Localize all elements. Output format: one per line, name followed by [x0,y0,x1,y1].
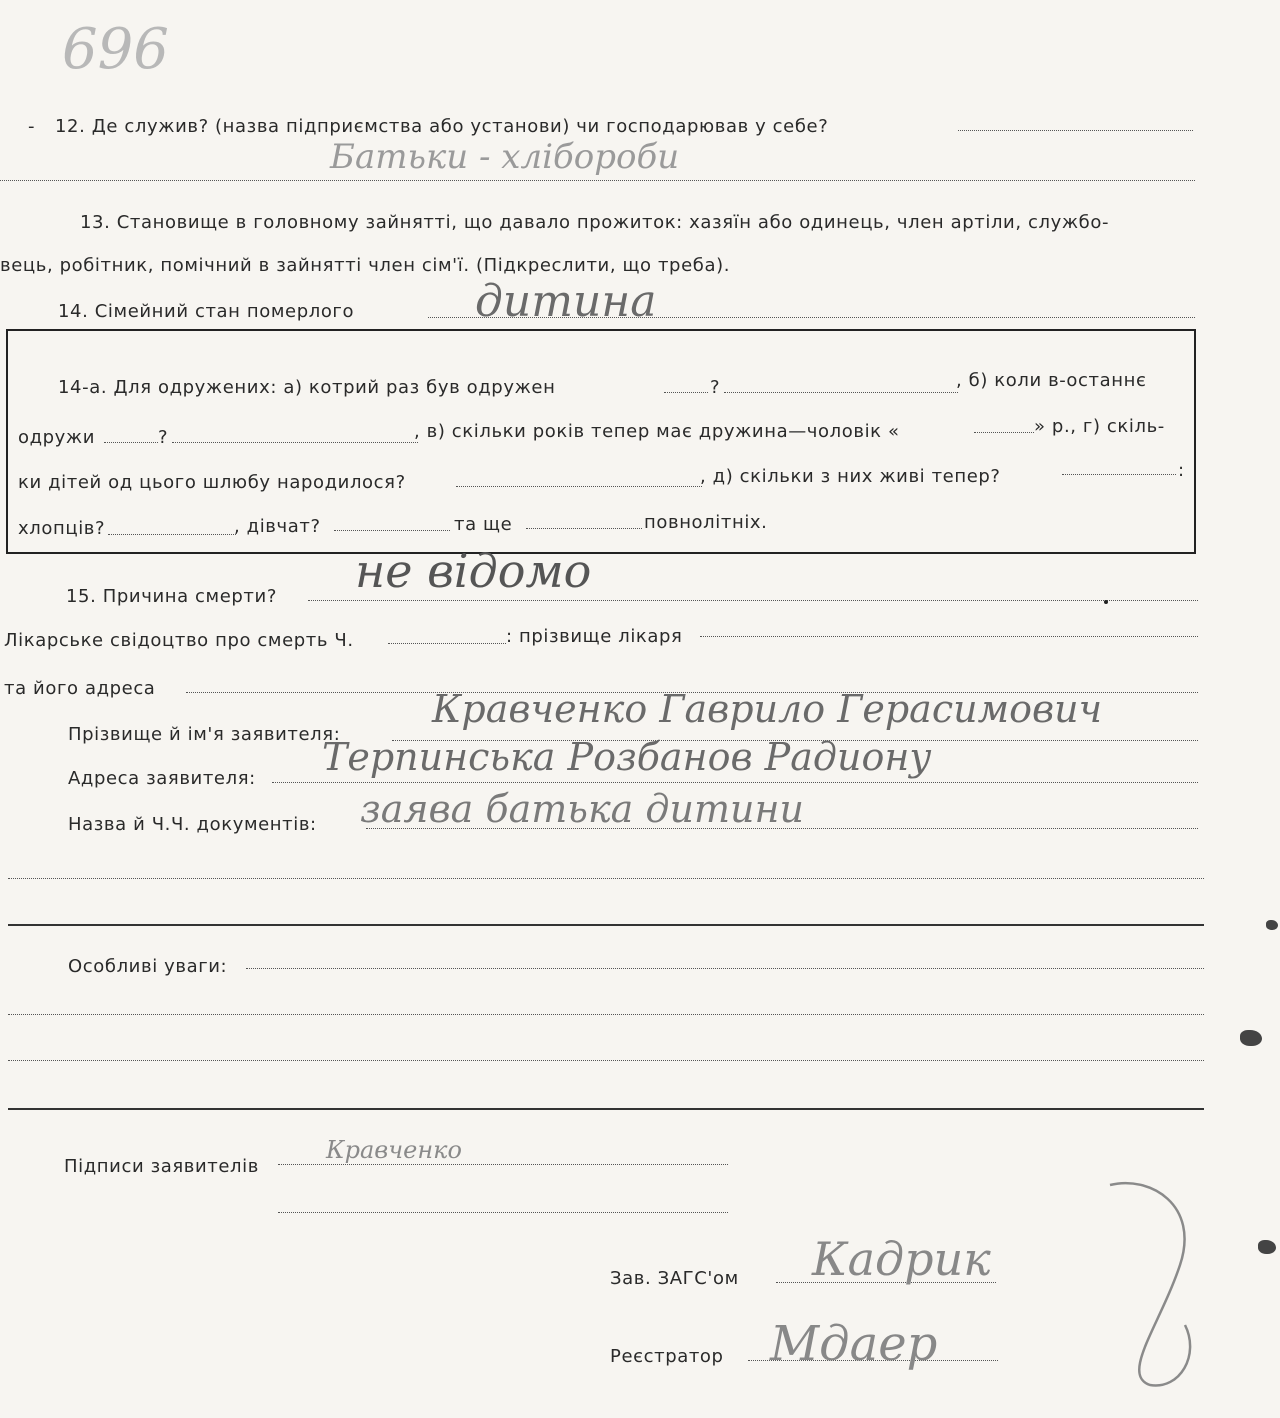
q12-label: 12. Де служив? (назва підприємства або установи) чи господарював у себе? [55,116,829,137]
q14a-line4-more: та ще [454,514,513,535]
q13-line2: вець, робітник, помічний в зайнятті член сім'ї. (Підкреслити, що треба). [0,255,731,276]
applicant-signature: Кравченко [326,1136,462,1164]
remarks-label: Особливі уваги: [68,956,228,977]
q15-answer: не відомо [355,544,592,598]
q12-answer: Батьки - хлібороби [330,137,680,177]
q14a-line1-last-married: , б) коли в-останнє [956,370,1147,391]
q14a-line1-question: ? [710,377,721,398]
q14a-times-married-line-2 [724,392,958,393]
q15-label: 15. Причина смерти? [66,586,277,607]
registrar-signature-flourish [1090,1175,1220,1395]
q14a-line2-question: ? [158,427,169,448]
q14a-children-born-line [456,486,702,487]
q14-answer: дитина [475,276,657,327]
remarks-line-3 [8,1060,1204,1061]
documents-continuation-line [8,878,1204,879]
doctor-surname-label: : прізвище лікаря [506,626,683,647]
q14a-line3-colon: : [1178,460,1185,481]
q14a-adults-line [526,528,642,529]
q14a-when-married-line [104,442,158,443]
applicant-signatures-line-2 [278,1212,728,1213]
scan-edge-mark-1 [1240,1030,1262,1046]
documents-value: заява батька дитини [360,787,804,831]
registrar-label: Реєстратор [610,1346,724,1367]
ink-speck [1104,600,1108,604]
q14a-line2-text: одружи [18,427,96,448]
applicant-signatures-line-1 [278,1164,728,1165]
q14a-girls-line [334,530,450,531]
q12-continuation-line [0,180,1195,181]
scan-edge-mark-2 [1258,1240,1276,1254]
q12-dash: - [28,116,36,137]
section-divider-2 [8,1108,1204,1110]
doctor-surname-line [700,636,1198,637]
q14a-times-married-line [664,392,708,393]
q14a-line3-alive: , д) скільки з них живі тепер? [700,466,1001,487]
q14a-line3-text: ки дітей од цього шлюбу народилося? [18,472,406,493]
q14a-children-alive-line [1062,474,1176,475]
q14a-when-married-line-2 [172,442,418,443]
doctor-certificate-number-line [388,643,506,644]
applicant-name-value: Кравченко Гаврило Герасимович [432,687,1103,731]
q14a-line2-spouse-age: , в) скільки років тепер має дружина—чоловік « [414,421,900,442]
q14a-boys-line [108,534,236,535]
q14a-spouse-age-line [974,432,1034,433]
applicant-signatures-label: Підписи заявителів [64,1156,259,1177]
q14a-line4-boys: хлопців? [18,518,106,539]
applicant-address-line [272,782,1198,783]
q14a-line2-end: » р., г) скіль- [1034,416,1165,437]
corner-number: 696 [62,17,169,82]
remarks-line-1 [246,968,1204,969]
q14a-line1-text: 14-а. Для одружених: а) котрий раз був одружен [58,377,556,398]
registrar-signature: Мдаер [770,1316,938,1372]
zags-head-signature: Кадрик [812,1232,991,1286]
zags-head-label: Зав. ЗАГС'ом [610,1268,739,1289]
q13-line1: 13. Становище в головному зайнятті, що давало прожиток: хазяїн або одинець, член артіли, службо- [80,212,1110,233]
doctor-certificate-label: Лікарське свідоцтво про смерть Ч. [4,630,354,651]
remarks-line-2 [8,1014,1204,1015]
q14-label: 14. Сімейний стан померлого [58,301,355,322]
doctor-address-label: та його адреса [4,678,156,699]
q14a-line4-girls: , дівчат? [234,516,321,537]
q14a-line4-adults: повнолітніх. [644,512,768,533]
scan-edge-mark-3 [1266,920,1278,930]
applicant-address-label: Адреса заявителя: [68,768,256,789]
documents-label: Назва й Ч.Ч. документів: [68,814,317,835]
applicant-name-label: Прізвище й ім'я заявителя: [68,724,341,745]
q15-answer-line [308,600,1198,601]
section-divider-1 [8,924,1204,926]
q12-answer-line [958,130,1193,131]
applicant-address-value: Терпинська Розбанов Радиону [322,735,932,779]
